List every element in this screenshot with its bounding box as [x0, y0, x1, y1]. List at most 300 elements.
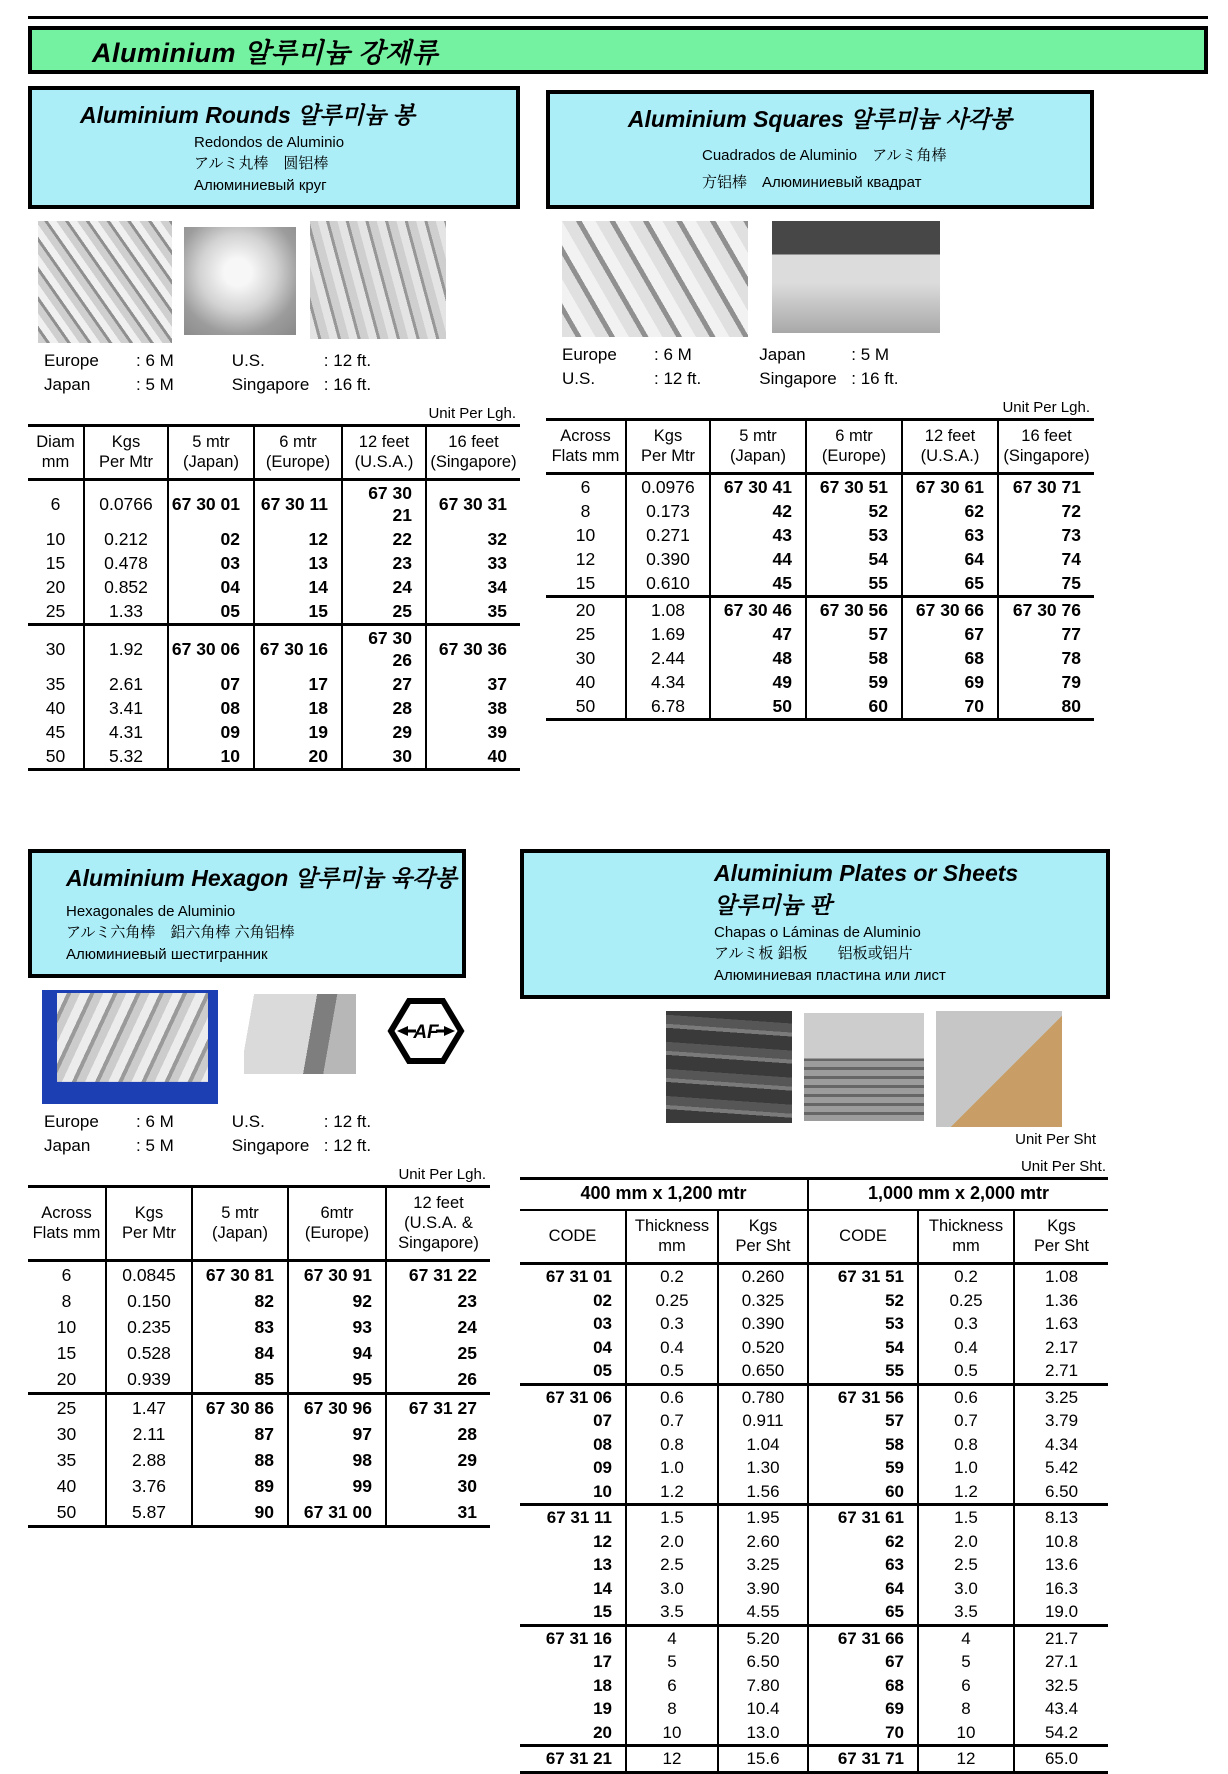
hexagon-unit-label: Unit Per Lgh.	[398, 1166, 486, 1184]
table-cell: 5.32	[84, 744, 168, 770]
table-cell: 0.478	[84, 551, 168, 575]
table-cell: 2.71	[1014, 1359, 1108, 1384]
table-cell: 0.610	[626, 571, 710, 597]
table-cell: 20	[45, 577, 66, 598]
table-cell: 54	[806, 547, 902, 571]
length-spec: U.S. : 12 ft.	[231, 1112, 372, 1132]
plates-section	[520, 849, 1110, 1774]
table-cell: 6	[50, 494, 61, 515]
table-cell: 09	[593, 1458, 612, 1478]
table-row	[546, 547, 1094, 571]
column-header: Across Flats mm	[28, 1187, 106, 1261]
table-cell: 10	[918, 1721, 1014, 1746]
length-spec: Japan : 5 M	[44, 374, 174, 394]
column-header: 12 feet (U.S.A.)	[342, 425, 426, 479]
column-header: 6 mtr (Europe)	[806, 420, 902, 474]
table-cell: 20	[546, 597, 626, 623]
table-cell: 20	[254, 744, 342, 770]
table-row	[546, 670, 1094, 694]
round-bar-photo	[184, 227, 296, 335]
table-cell: 07	[168, 672, 254, 696]
table-row	[28, 527, 520, 551]
squares-subtitle-2: 方铝棒 Алюминиевый квадрат	[702, 174, 922, 191]
table-cell: 0.212	[84, 527, 168, 551]
table-cell: 12	[626, 1746, 718, 1773]
table-cell: 1.5	[918, 1505, 1014, 1530]
table-cell: 72	[998, 499, 1094, 523]
table-cell: 0.3	[626, 1312, 718, 1336]
table-row	[28, 1366, 490, 1394]
table-cell: 83	[192, 1314, 288, 1340]
rounds-section	[28, 86, 520, 771]
length-spec: Singapore : 12 ft.	[231, 1136, 372, 1156]
table-cell: 10	[168, 744, 254, 770]
table-cell: 3.25	[718, 1553, 808, 1577]
table-cell: 1.2	[918, 1480, 1014, 1505]
table-cell: 67	[808, 1650, 918, 1674]
table-row	[28, 1447, 490, 1473]
table-cell: 64	[808, 1577, 918, 1601]
table-cell: 15	[254, 599, 342, 625]
table-cell: 57	[806, 622, 902, 646]
table-cell: 35	[45, 674, 66, 695]
table-cell: 0.5	[626, 1359, 718, 1384]
table-cell: 47	[710, 622, 806, 646]
table-cell: 67 30 46	[710, 597, 806, 623]
table-cell: 0.6	[918, 1384, 1014, 1409]
squares-table	[546, 418, 1094, 721]
table-cell: 1.36	[1014, 1289, 1108, 1313]
table-cell: 19	[593, 1699, 612, 1719]
table-cell: 49	[710, 670, 806, 694]
rounds-photos	[28, 221, 520, 343]
table-row	[520, 1384, 1108, 1409]
plates-table	[520, 1177, 1108, 1774]
table-cell: 3.5	[626, 1600, 718, 1625]
table-cell: 8	[580, 501, 591, 522]
table-cell: 0.25	[626, 1289, 718, 1313]
table-cell: 57	[808, 1409, 918, 1433]
plates-title-line1: Aluminium Plates or Sheets	[714, 860, 1019, 887]
rounds-subtitle-ru: Алюминиевый круг	[194, 176, 327, 194]
table-cell: 67 30 31	[426, 480, 520, 528]
table-cell: 24	[342, 575, 426, 599]
table-row	[28, 551, 520, 575]
table-row	[520, 1600, 1108, 1625]
table-cell: 6	[580, 477, 591, 498]
rounds-subtitle-jp: アルミ丸棒 圆铝棒	[194, 155, 329, 173]
table-cell: 0.939	[106, 1366, 192, 1394]
table-cell: 0.2	[918, 1264, 1014, 1289]
table-cell: 12	[918, 1746, 1014, 1773]
table-cell: 67	[902, 622, 998, 646]
table-cell: 04	[168, 575, 254, 599]
table-cell: 0.3	[918, 1312, 1014, 1336]
table-cell: 67 30 11	[254, 480, 342, 528]
table-cell: 2.17	[1014, 1336, 1108, 1360]
table-cell: 0.852	[84, 575, 168, 599]
plates-subtitles	[528, 922, 1102, 986]
table-cell: 5.87	[106, 1499, 192, 1527]
table-cell: 40	[575, 672, 596, 693]
table-cell: 30	[56, 1424, 77, 1445]
length-spec: Singapore : 16 ft.	[231, 374, 372, 394]
length-spec: Japan : 5 M	[44, 1136, 174, 1156]
table-cell: 65	[902, 571, 998, 597]
table-row	[520, 1650, 1108, 1674]
column-header: Across Flats mm	[546, 420, 626, 474]
table-cell: 0.650	[718, 1359, 808, 1384]
table-cell: 28	[386, 1421, 490, 1447]
table-cell: 0.2	[626, 1264, 718, 1289]
squares-unit-label: Unit Per Lgh.	[1002, 399, 1090, 416]
column-header: Kgs Per Mtr	[84, 425, 168, 479]
hexagon-title: Aluminium Hexagon 알루미늄 육각봉	[66, 865, 457, 892]
table-cell: 3.25	[1014, 1384, 1108, 1409]
table-cell: 59	[806, 670, 902, 694]
table-cell: 65.0	[1014, 1746, 1108, 1773]
table-row	[546, 571, 1094, 597]
rounds-lengths	[44, 351, 520, 395]
squares-photos	[546, 221, 1094, 337]
table-row	[28, 599, 520, 625]
table-row	[520, 1480, 1108, 1505]
table-cell: 8	[918, 1697, 1014, 1721]
table-cell: 67 31 21	[520, 1746, 626, 1773]
table-row	[520, 1530, 1108, 1554]
table-cell: 0.7	[626, 1409, 718, 1433]
table-cell: 0.7	[918, 1409, 1014, 1433]
table-cell: 1.0	[626, 1456, 718, 1480]
table-cell: 53	[808, 1312, 918, 1336]
table-cell: 24	[386, 1314, 490, 1340]
table-cell: 67 30 61	[902, 474, 998, 500]
table-cell: 0.25	[918, 1289, 1014, 1313]
table-cell: 43	[710, 523, 806, 547]
table-cell: 2.5	[626, 1553, 718, 1577]
table-row	[28, 672, 520, 696]
table-cell: 10	[575, 525, 596, 546]
table-row	[520, 1553, 1108, 1577]
table-cell: 6	[626, 1674, 718, 1698]
table-row	[28, 1473, 490, 1499]
column-header: 16 feet (Singapore)	[998, 420, 1094, 474]
table-cell: 0.8	[918, 1433, 1014, 1457]
table-row	[546, 646, 1094, 670]
table-cell: 78	[998, 646, 1094, 670]
table-cell: 67 30 66	[902, 597, 998, 623]
table-header-row	[28, 425, 520, 479]
table-cell: 67 31 71	[808, 1746, 918, 1773]
table-row	[28, 1314, 490, 1340]
table-cell: 8	[626, 1697, 718, 1721]
table-row	[520, 1456, 1108, 1480]
table-cell: 13.0	[718, 1721, 808, 1746]
table-cell: 2.60	[718, 1530, 808, 1554]
table-cell: 67 31 06	[520, 1384, 626, 1409]
table-row	[520, 1697, 1108, 1721]
round-bars-bundle-photo	[38, 221, 172, 343]
table-cell: 67 30 21	[342, 480, 426, 528]
table-cell: 75	[998, 571, 1094, 597]
table-cell: 67 31 22	[386, 1261, 490, 1289]
table-cell: 4.55	[718, 1600, 808, 1625]
table-cell: 02	[593, 1290, 612, 1310]
table-cell: 04	[593, 1337, 612, 1357]
squares-section	[546, 86, 1094, 721]
table-cell: 23	[386, 1288, 490, 1314]
squares-subtitle-1: Cuadrados de Aluminio アルミ角棒	[702, 147, 947, 164]
table-cell: 13.6	[1014, 1553, 1108, 1577]
table-cell: 40	[56, 1476, 77, 1497]
squares-lengths	[562, 345, 1094, 389]
column-header: 5 mtr (Japan)	[192, 1187, 288, 1261]
table-cell: 67 30 56	[806, 597, 902, 623]
table-cell: 3.0	[626, 1577, 718, 1601]
plates-subtitle-jp: アルミ板 鋁板 铝板或铝片	[714, 945, 913, 963]
table-cell: 64	[902, 547, 998, 571]
table-row	[28, 1340, 490, 1366]
table-cell: 03	[168, 551, 254, 575]
table-cell: 70	[808, 1721, 918, 1746]
table-cell: 67 30 91	[288, 1261, 386, 1289]
squares-header-box	[546, 90, 1094, 209]
table-cell: 5.20	[718, 1625, 808, 1650]
table-row	[520, 1264, 1108, 1289]
table-cell: 35	[56, 1450, 77, 1471]
table-cell: 3.0	[918, 1577, 1014, 1601]
table-cell: 1.69	[626, 622, 710, 646]
table-cell: 05	[168, 599, 254, 625]
table-cell: 1.63	[1014, 1312, 1108, 1336]
table-cell: 0.390	[626, 547, 710, 571]
table-row	[28, 720, 520, 744]
table-header-row	[520, 1210, 1108, 1264]
hexagon-lengths	[44, 1112, 490, 1156]
squares-title: Aluminium Squares 알루미늄 사각봉	[627, 106, 1013, 132]
table-row	[546, 597, 1094, 623]
table-cell: 59	[808, 1456, 918, 1480]
table-cell: 92	[288, 1288, 386, 1314]
column-header: CODE	[520, 1210, 626, 1264]
table-cell: 69	[902, 670, 998, 694]
table-cell: 82	[192, 1288, 288, 1314]
table-cell: 0.4	[918, 1336, 1014, 1360]
column-header: Kgs Per Sht	[718, 1210, 808, 1264]
table-cell: 45	[710, 571, 806, 597]
table-cell: 60	[808, 1480, 918, 1505]
table-cell: 67 31 56	[808, 1384, 918, 1409]
table-cell: 42	[710, 499, 806, 523]
table-cell: 18	[254, 696, 342, 720]
rounds-subtitles	[36, 132, 512, 196]
table-cell: 3.76	[106, 1473, 192, 1499]
plates-stack-photo	[666, 1011, 792, 1123]
table-row	[28, 696, 520, 720]
table-cell: 3.90	[718, 1577, 808, 1601]
table-row	[520, 1577, 1108, 1601]
hexagon-subtitles	[36, 901, 458, 965]
table-cell: 19.0	[1014, 1600, 1108, 1625]
column-header: Kgs Per Mtr	[106, 1187, 192, 1261]
table-cell: 10.8	[1014, 1530, 1108, 1554]
table-cell: 6.50	[718, 1650, 808, 1674]
table-cell: 94	[288, 1340, 386, 1366]
table-cell: 0.911	[718, 1409, 808, 1433]
table-cell: 0.4	[626, 1336, 718, 1360]
table-cell: 37	[426, 672, 520, 696]
table-row	[28, 575, 520, 599]
hexagon-header-box	[28, 849, 466, 978]
table-cell: 54.2	[1014, 1721, 1108, 1746]
table-cell: 87	[192, 1421, 288, 1447]
table-row	[520, 1359, 1108, 1384]
length-spec: Europe : 6 M	[44, 1112, 174, 1132]
table-cell: 97	[288, 1421, 386, 1447]
table-cell: 15	[575, 573, 596, 594]
table-size-header-row	[520, 1179, 1108, 1210]
table-cell: 67 31 51	[808, 1264, 918, 1289]
table-cell: 89	[192, 1473, 288, 1499]
table-cell: 29	[342, 720, 426, 744]
hexagon-bars-photo	[42, 990, 218, 1104]
table-cell: 3.79	[1014, 1409, 1108, 1433]
table-row	[28, 1421, 490, 1447]
table-cell: 29	[386, 1447, 490, 1473]
table-cell: 1.2	[626, 1480, 718, 1505]
table-cell: 27.1	[1014, 1650, 1108, 1674]
table-cell: 67 30 01	[168, 480, 254, 528]
table-cell: 40	[45, 698, 66, 719]
table-cell: 30	[342, 744, 426, 770]
length-spec: Japan : 5 M	[759, 345, 890, 364]
table-cell: 67 30 06	[168, 625, 254, 673]
plates-subtitle-es: Chapas o Láminas de Aluminio	[714, 924, 921, 942]
table-cell: 2.11	[106, 1421, 192, 1447]
table-cell: 17	[254, 672, 342, 696]
table-cell: 67 30 16	[254, 625, 342, 673]
table-cell: 45	[45, 722, 66, 743]
table-cell: 12	[593, 1531, 612, 1551]
table-row	[520, 1746, 1108, 1773]
table-row	[520, 1674, 1108, 1698]
table-cell: 5	[918, 1650, 1014, 1674]
table-cell: 0.520	[718, 1336, 808, 1360]
table-cell: 1.95	[718, 1505, 808, 1530]
table-cell: 25	[28, 1394, 106, 1422]
table-cell: 4.34	[1014, 1433, 1108, 1457]
table-cell: 10	[45, 529, 66, 550]
table-cell: 14	[593, 1578, 612, 1598]
table-cell: 1.08	[626, 597, 710, 623]
table-cell: 20	[56, 1369, 77, 1390]
af-label: AF	[413, 1022, 439, 1044]
table-cell: 09	[168, 720, 254, 744]
table-cell: 93	[288, 1314, 386, 1340]
plates-photos	[520, 1011, 1110, 1127]
table-row	[28, 480, 520, 528]
table-cell: 95	[288, 1366, 386, 1394]
table-cell: 15.6	[718, 1746, 808, 1773]
table-cell: 2.61	[84, 672, 168, 696]
table-cell: 32.5	[1014, 1674, 1108, 1698]
table-cell: 3.5	[918, 1600, 1014, 1625]
table-cell: 1.56	[718, 1480, 808, 1505]
hexagon-photos	[28, 990, 490, 1104]
table-row	[546, 499, 1094, 523]
table-cell: 53	[806, 523, 902, 547]
table-cell: 10	[593, 1481, 612, 1501]
plates-title-line2: 알루미늄 판	[714, 892, 832, 919]
hexagon-subtitle-ru: Алюминиевый шестигранник	[66, 945, 268, 963]
table-row	[520, 1505, 1108, 1530]
table-cell: 0.528	[106, 1340, 192, 1366]
table-cell: 03	[593, 1314, 612, 1334]
table-cell: 1.08	[1014, 1264, 1108, 1289]
table-cell: 20	[593, 1722, 612, 1742]
table-cell: 4	[918, 1625, 1014, 1650]
table-cell: 50	[45, 746, 66, 767]
table-cell: 17	[593, 1652, 612, 1672]
length-spec: U.S. : 12 ft.	[231, 350, 372, 370]
table-cell: 0.150	[106, 1288, 192, 1314]
table-cell: 0.271	[626, 523, 710, 547]
hexagon-subtitle-jp: アルミ六角棒 鋁六角棒 六角铝棒	[66, 924, 295, 942]
table-cell: 0.390	[718, 1312, 808, 1336]
length-spec: Singapore : 16 ft.	[759, 369, 899, 388]
table-cell: 67 31 16	[520, 1625, 626, 1650]
table-cell: 6	[918, 1674, 1014, 1698]
table-cell: 80	[998, 694, 1094, 720]
table-cell: 67 30 81	[192, 1261, 288, 1289]
column-header: 6 mtr (Europe)	[254, 425, 342, 479]
table-cell: 67 30 96	[288, 1394, 386, 1422]
table-cell: 62	[808, 1530, 918, 1554]
square-bars-photo	[562, 221, 748, 337]
table-cell: 1.33	[84, 599, 168, 625]
table-cell: 18	[593, 1675, 612, 1695]
table-header-row	[28, 1187, 490, 1261]
table-cell: 54	[808, 1336, 918, 1360]
column-header: 5 mtr (Japan)	[710, 420, 806, 474]
table-size-header: 1,000 mm x 2,000 mtr	[808, 1179, 1108, 1210]
table-cell: 07	[593, 1411, 612, 1431]
table-cell: 25	[342, 599, 426, 625]
table-row	[520, 1433, 1108, 1457]
table-cell: 10	[56, 1317, 77, 1338]
hexagon-subtitle-es: Hexagonales de Aluminio	[66, 903, 236, 921]
table-cell: 28	[342, 696, 426, 720]
table-cell: 6.50	[1014, 1480, 1108, 1505]
plates-unit-label: Unit Per Sht.	[1020, 1158, 1106, 1176]
table-cell: 4.34	[626, 670, 710, 694]
table-cell: 1.47	[106, 1394, 192, 1422]
table-cell: 21.7	[1014, 1625, 1108, 1650]
table-cell: 31	[386, 1499, 490, 1527]
table-row	[520, 1625, 1108, 1650]
table-cell: 12	[575, 549, 596, 570]
table-cell: 27	[342, 672, 426, 696]
table-cell: 67 31 11	[520, 1505, 626, 1530]
column-header: CODE	[808, 1210, 918, 1264]
plates-subtitle-ru: Алюминиевая пластина или лист	[714, 966, 946, 984]
table-cell: 19	[254, 720, 342, 744]
table-cell: 84	[192, 1340, 288, 1366]
rounds-title: Aluminium Rounds 알루미늄 봉	[80, 102, 415, 128]
table-row	[28, 625, 520, 673]
table-cell: 67 31 61	[808, 1505, 918, 1530]
plates-photo-caption: Unit Per Sht	[1015, 1131, 1096, 1149]
